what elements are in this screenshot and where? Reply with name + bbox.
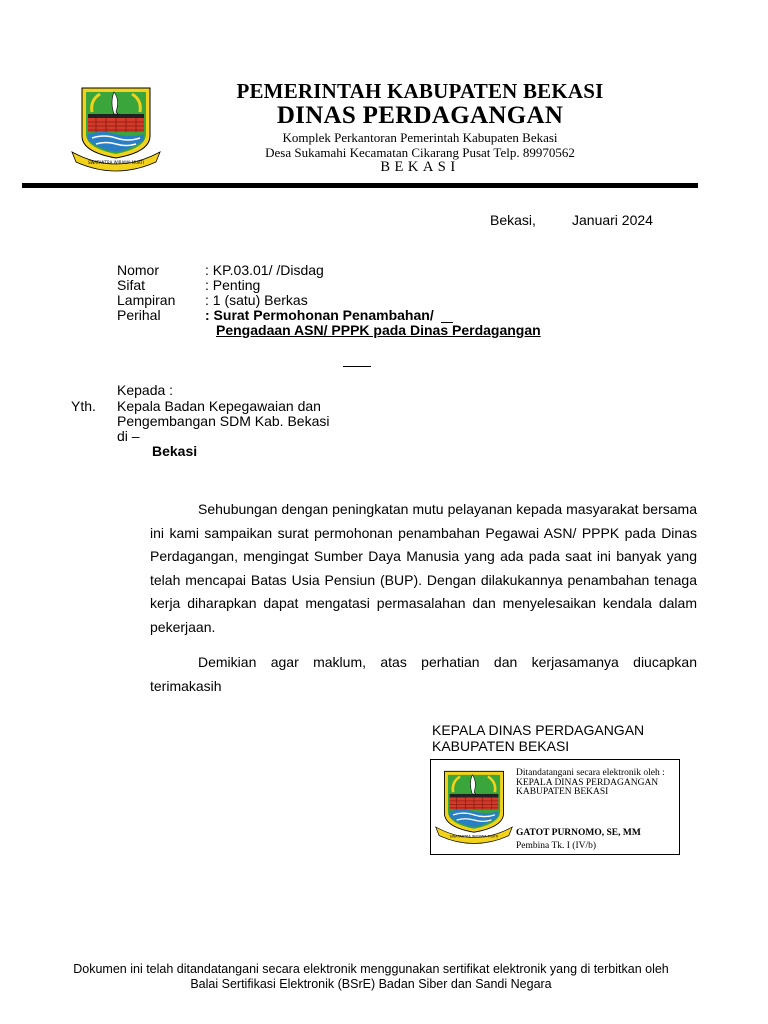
bekasi-coat-of-arms-logo [434, 767, 514, 847]
logo-ribbon-text: SWATANTRA WIBAWA MUKTI [87, 160, 145, 165]
letterhead-city: BEKASI [380, 159, 460, 175]
recipient-to: Kepada : [117, 382, 174, 398]
meta-value-nomor: : KP.03.01/ /Disdag [205, 262, 324, 278]
short-rule [343, 366, 371, 367]
letter-date: Januari 2024 [572, 212, 653, 228]
government-title: PEMERINTAH KABUPATEN BEKASI [236, 79, 604, 103]
address-line-2: Desa Sukamahi Kecamatan Cikarang Pusat Telp. 89970562 [265, 145, 575, 160]
subject-line-2: Pengadaan ASN/ PPPK pada Dinas Perdagangan [216, 322, 541, 338]
e-sign-title-1: KEPALA DINAS PERDAGANGAN [516, 778, 659, 788]
footer-line-1: Dokumen ini telah ditandatangani secara elektronik menggunakan sertifikat elektronik yang di terbitkan oleh [73, 962, 669, 976]
address-line-1: Komplek Perkantoran Pemerintah Kabupaten Bekasi [282, 130, 558, 145]
signatory-name: GATOT PURNOMO, SE, MM [516, 828, 641, 838]
meta-label-lampiran: Lampiran [117, 292, 176, 308]
meta-value-sifat: : Penting [205, 277, 261, 293]
logo-ribbon-text: SWATANTRA WIBAWA MUKTI [449, 834, 499, 839]
e-sign-title-2: KABUPATEN BEKASI [516, 787, 609, 797]
recipient-di: di – [117, 428, 140, 444]
recipient-city: Bekasi [152, 443, 198, 459]
letterhead-divider [22, 183, 698, 188]
department-title: DINAS PERDAGANGAN [276, 102, 564, 129]
e-sign-note: Ditandatangani secara elektronik oleh : [516, 768, 665, 778]
meta-label-nomor: Nomor [117, 262, 160, 278]
meta-label-sifat: Sifat [117, 277, 146, 293]
electronic-signature-box [430, 759, 680, 855]
meta-value-lampiran: : 1 (satu) Berkas [205, 292, 308, 308]
recipient-line-2: Pengembangan SDM Kab. Bekasi [117, 413, 330, 429]
body-paragraph-2: Demikian agar maklum, atas perhatian dan kerjasamanya diucapkan terimakasih [150, 654, 697, 694]
meta-value-perihal: : Surat Permohonan Penambahan/ [205, 307, 434, 323]
meta-label-perihal: Perihal [117, 307, 161, 323]
signatory-title-1: KEPALA DINAS PERDAGANGAN [432, 722, 645, 738]
body-paragraph-1: Sehubungan dengan peningkatan mutu pelayanan kepada masyarakat bersama ini kami sampaikan surat permohonan penambahan Pegawai ASN/ PPPK pada Dinas Perdagangan, mengingat Sumber Daya Manusia yang ada pada saat ini banyak yang telah mencapai Batas Usia Pensiun (BUP). Dengan dilakukannya penambahan tenaga kerja diharapkan dapat mengatasi permasalahan dan menyelesaikan kendala dalam pekerjaan. [150, 501, 697, 635]
signatory-title-2: KABUPATEN BEKASI [432, 738, 570, 754]
letter-place: Bekasi, [490, 212, 536, 228]
signatory-rank: Pembina Tk. I (IV/b) [516, 841, 597, 851]
footer-line-2: Balai Sertifikasi Elektronik (BSrE) Badan Siber dan Sandi Negara [190, 977, 552, 991]
recipient-line-1: Kepala Badan Kepegawaian dan [117, 398, 321, 414]
recipient-yth: Yth. [71, 398, 96, 414]
